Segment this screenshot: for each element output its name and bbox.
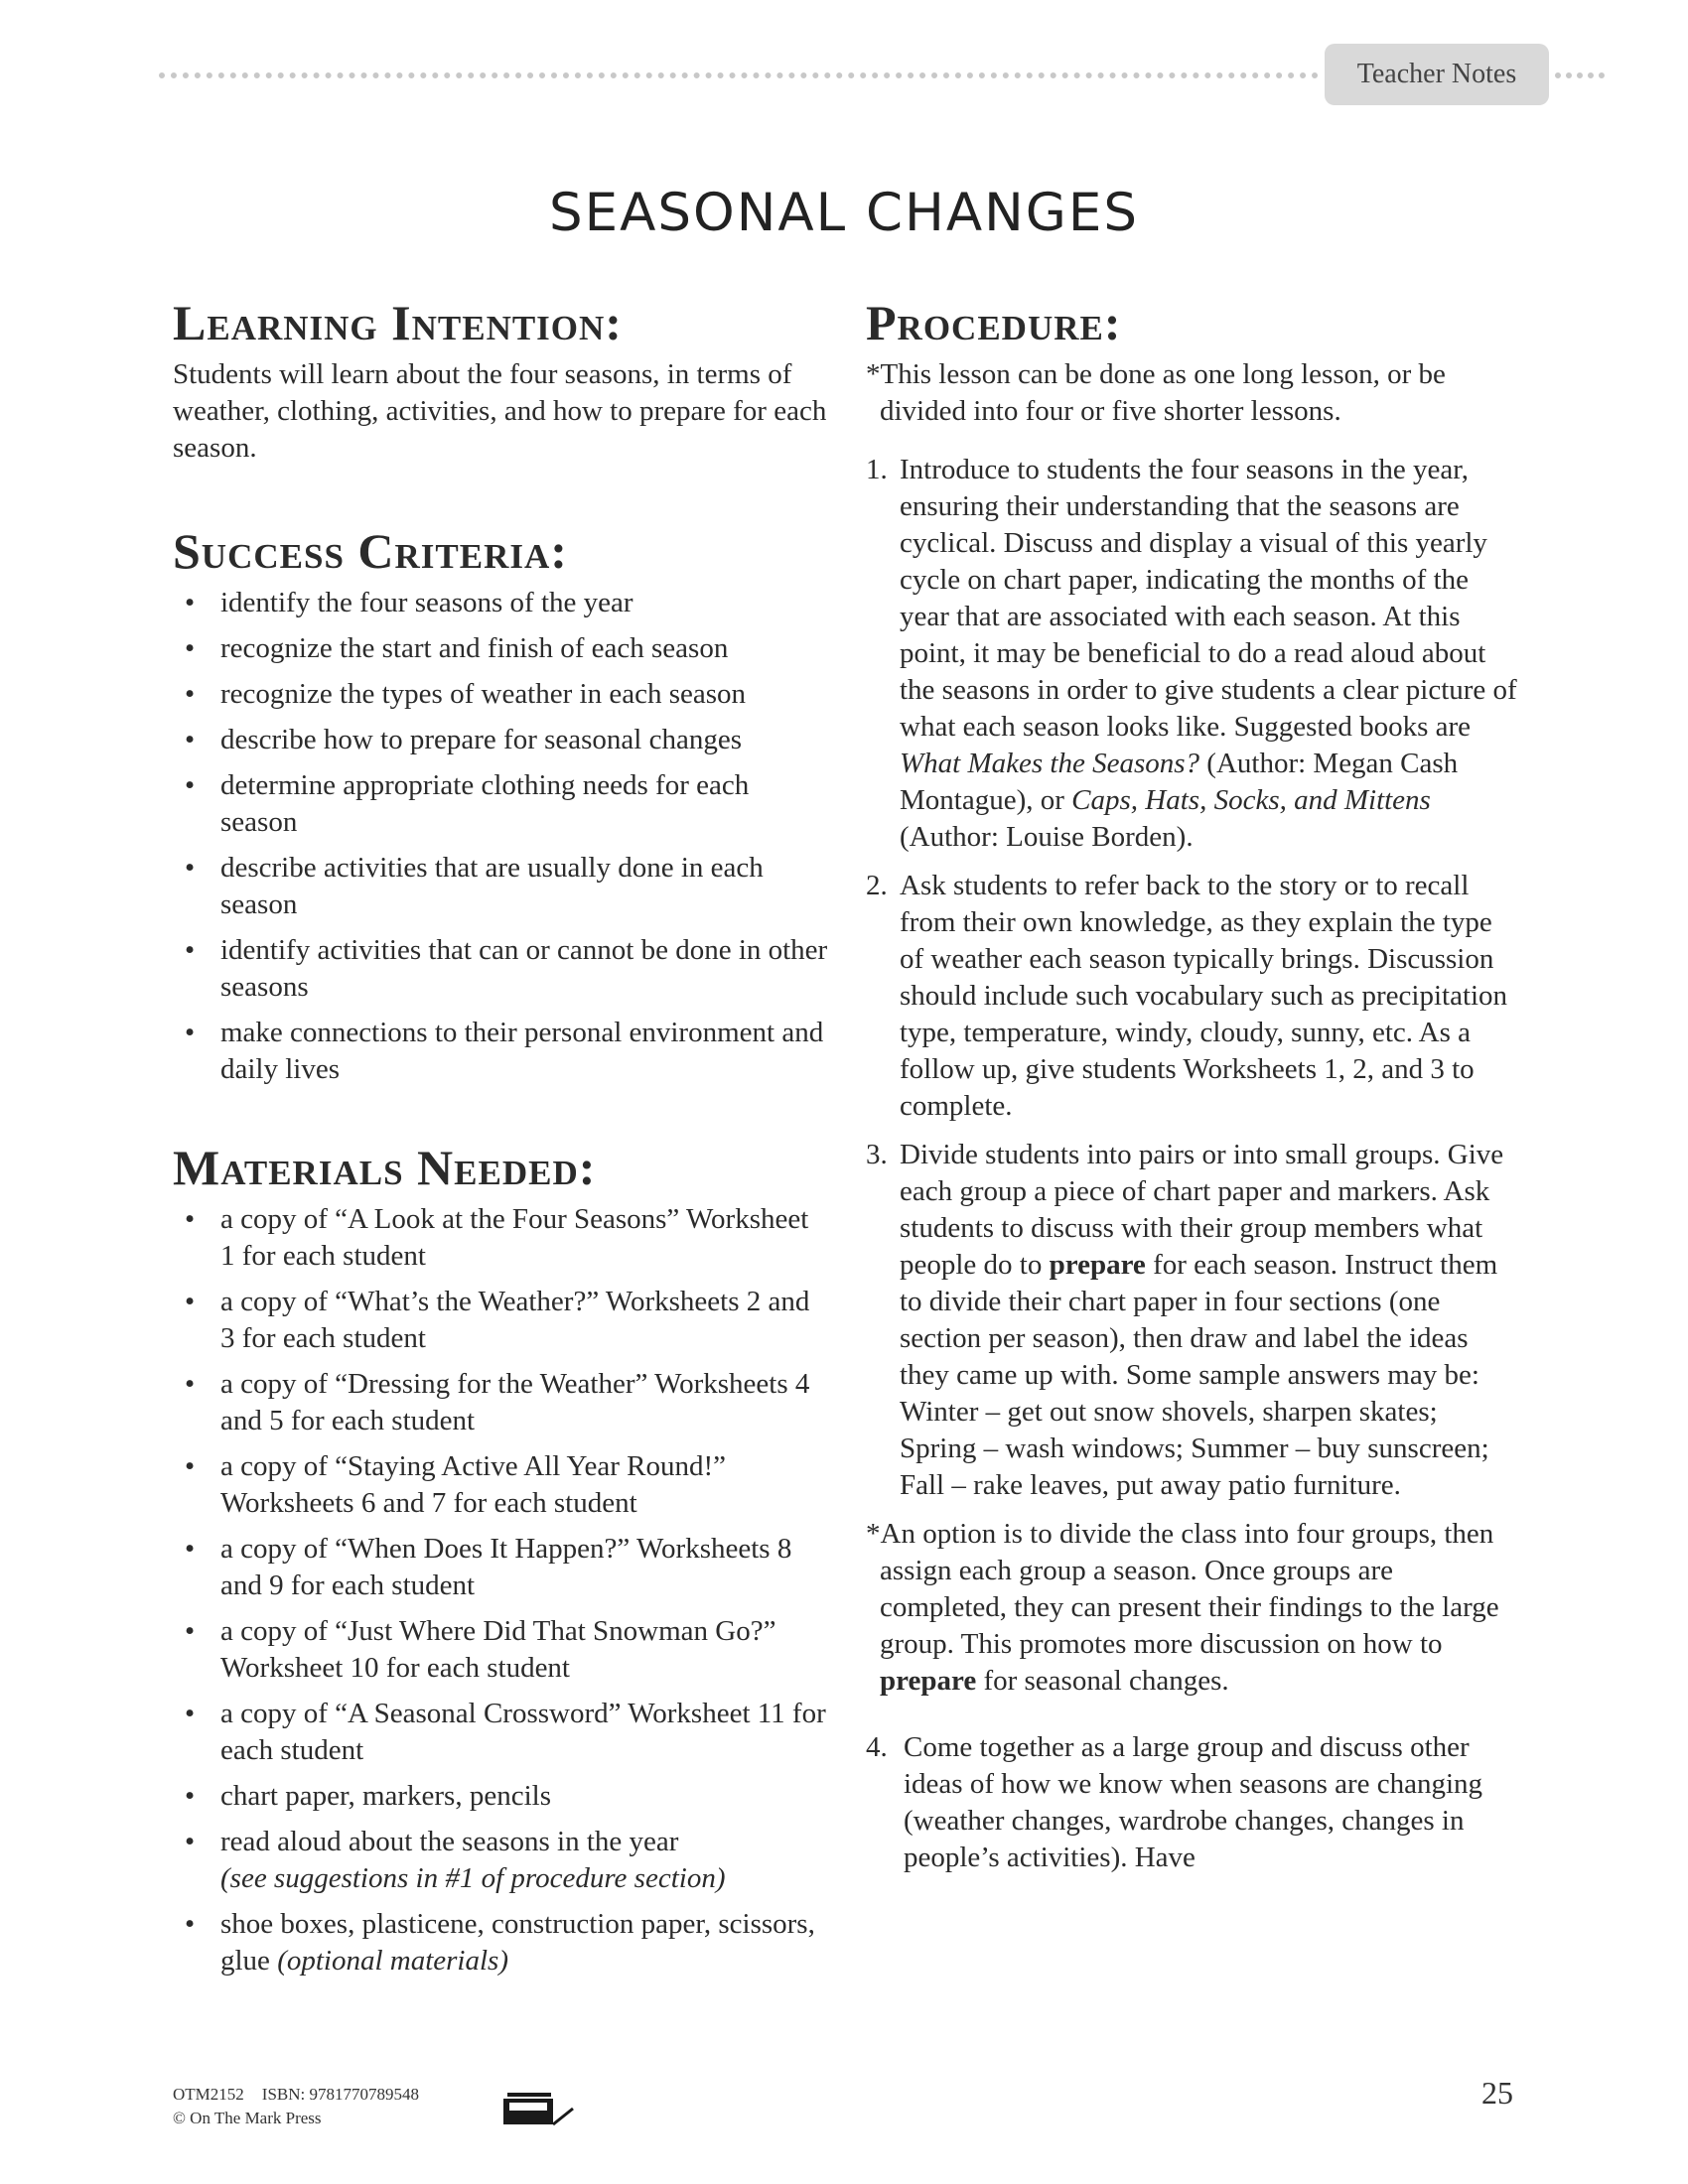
procedure-step-1: [866, 452, 1521, 856]
step-text: for each season. Instruct them to divide their chart paper in four sections (one section per season), then draw and label the ideas they came up with. Some sample answers may be: Winter – get out snow shovels, sharpen skates; Spring – wash windows; Summer – buy sunscreen; Fall – rake leaves, put away patio furniture.: [900, 1249, 1498, 1501]
read-aloud-text: read aloud about the seasons in the year: [220, 1826, 679, 1857]
learning-intention-text: Students will learn about the four seasons, in terms of weather, clothing, activities, and how to prepare for each season.: [173, 358, 827, 464]
emphasis-word: prepare: [1049, 1249, 1146, 1281]
list-item: • a copy of “What’s the Weather?” Worksheets 2 and 3 for each student: [173, 1284, 828, 1357]
procedure-heading: Procedure:: [866, 295, 1122, 350]
materials-list: [173, 1201, 828, 1979]
emphasis-word: prepare: [880, 1665, 977, 1697]
list-item: • a copy of “Staying Active All Year Round!” Worksheets 6 and 7 for each student: [173, 1448, 828, 1522]
procedure-step-2: [866, 868, 1521, 1125]
step-text: (Author: Louise Borden).: [900, 821, 1194, 853]
left-column: [173, 296, 828, 1988]
list-item: • describe how to prepare for seasonal changes: [173, 722, 828, 758]
materials-heading: Materials Needed:: [173, 1140, 597, 1195]
list-item: • identify activities that can or cannot be done in other seasons: [173, 932, 828, 1006]
procedure-intro-note: *This lesson can be done as one long lesson, or be divided into four or five shorter lessons.: [866, 358, 1446, 427]
success-criteria-heading: Success Criteria:: [173, 523, 568, 579]
procedure-step-4: [866, 1729, 1521, 1876]
book-title: What Makes the Seasons?: [900, 748, 1200, 779]
product-code: OTM2152: [173, 2085, 244, 2104]
header-dotted-rule: [159, 72, 1319, 78]
footer-info: [173, 2083, 437, 2130]
step-text: Divide students into pairs or into small groups. Give each group a piece of chart paper and markers. Ask students to discuss with their group members what people do to: [900, 1139, 1504, 1281]
procedure-steps: [866, 452, 1521, 1504]
isbn: ISBN: 9781770789548: [261, 2085, 419, 2104]
list-item: • determine appropriate clothing needs for each season: [173, 767, 828, 841]
list-item: • describe activities that are usually done in each season: [173, 850, 828, 923]
optional-materials-text: shoe boxes, plasticene, construction paper, scissors, glue: [220, 1908, 815, 1977]
step-number: 2.: [866, 870, 888, 901]
success-criteria-list: [173, 585, 828, 1088]
list-item: • a copy of “When Does It Happen?” Worksheets 8 and 9 for each student: [173, 1531, 828, 1604]
list-item: [173, 1824, 828, 1897]
step-text: Introduce to students the four seasons in the year, ensuring their understanding that the seasons are cyclical. Discuss and display a visual of this yearly cycle on chart paper, indicating the months of the year that are associated with each season. At this point, it may be beneficial to do a read aloud about the seasons in order to give students a clear picture of what each season looks like. Suggested books are: [900, 454, 1517, 743]
list-item: • a copy of “A Look at the Four Seasons” Worksheet 1 for each student: [173, 1201, 828, 1275]
step-text: (Author: Megan Cash Montague), or: [900, 748, 1459, 816]
step-text: Come together as a large group and discuss other ideas of how we know when seasons are changing (weather changes, wardrobe changes, changes in people’s activities). Have: [904, 1731, 1483, 1873]
step-number: 1.: [866, 454, 888, 485]
list-item: • a copy of “Just Where Did That Snowman Go?” Worksheet 10 for each student: [173, 1613, 828, 1687]
step-number: 3.: [866, 1139, 888, 1170]
learning-intention-heading: Learning Intention:: [173, 295, 623, 350]
publisher-logo-icon: [501, 2089, 581, 2132]
list-item: • make connections to their personal environment and daily lives: [173, 1015, 828, 1088]
list-item: • a copy of “Dressing for the Weather” Worksheets 4 and 5 for each student: [173, 1366, 828, 1439]
list-item: [173, 1906, 828, 1979]
page-title: SEASONAL CHANGES: [549, 182, 1139, 243]
right-column: [866, 296, 1521, 1888]
step-number: 4.: [866, 1731, 888, 1763]
read-aloud-note: (see suggestions in #1 of procedure section): [220, 1862, 726, 1894]
optional-materials-note: (optional materials): [277, 1945, 508, 1977]
note-text: *An option is to divide the class into four groups, then assign each group a season. Once groups are completed, they can present their findings to the large group. This promotes more discussion on how to: [866, 1518, 1499, 1660]
teacher-notes-label: Teacher Notes: [1356, 59, 1517, 89]
teacher-notes-tab: [1325, 44, 1549, 105]
step-text: Ask students to refer back to the story or to recall from their own knowledge, as they explain the type of weather each season typically brings. Discussion should include such vocabulary such as precipitation type, temperature, windy, cloudy, sunny, etc. As a follow up, give students Worksheets 1, 2, and 3 to complete.: [900, 870, 1508, 1122]
procedure-step-3: [866, 1137, 1521, 1504]
list-item: • recognize the start and finish of each season: [173, 630, 828, 667]
list-item: • identify the four seasons of the year: [173, 585, 828, 621]
book-title: Caps, Hats, Socks, and Mittens: [1071, 784, 1431, 816]
page-number: 25: [1481, 2075, 1513, 2111]
copyright: © On The Mark Press: [173, 2109, 322, 2127]
list-item: • a copy of “A Seasonal Crossword” Worksheet 11 for each student: [173, 1696, 828, 1769]
list-item: • chart paper, markers, pencils: [173, 1778, 828, 1815]
list-item: • recognize the types of weather in each season: [173, 676, 828, 713]
option-note: [866, 1516, 1521, 1700]
procedure-steps-continued: [866, 1729, 1521, 1876]
header-dotted-rule-right: [1555, 72, 1605, 78]
note-text: for seasonal changes.: [976, 1665, 1229, 1697]
